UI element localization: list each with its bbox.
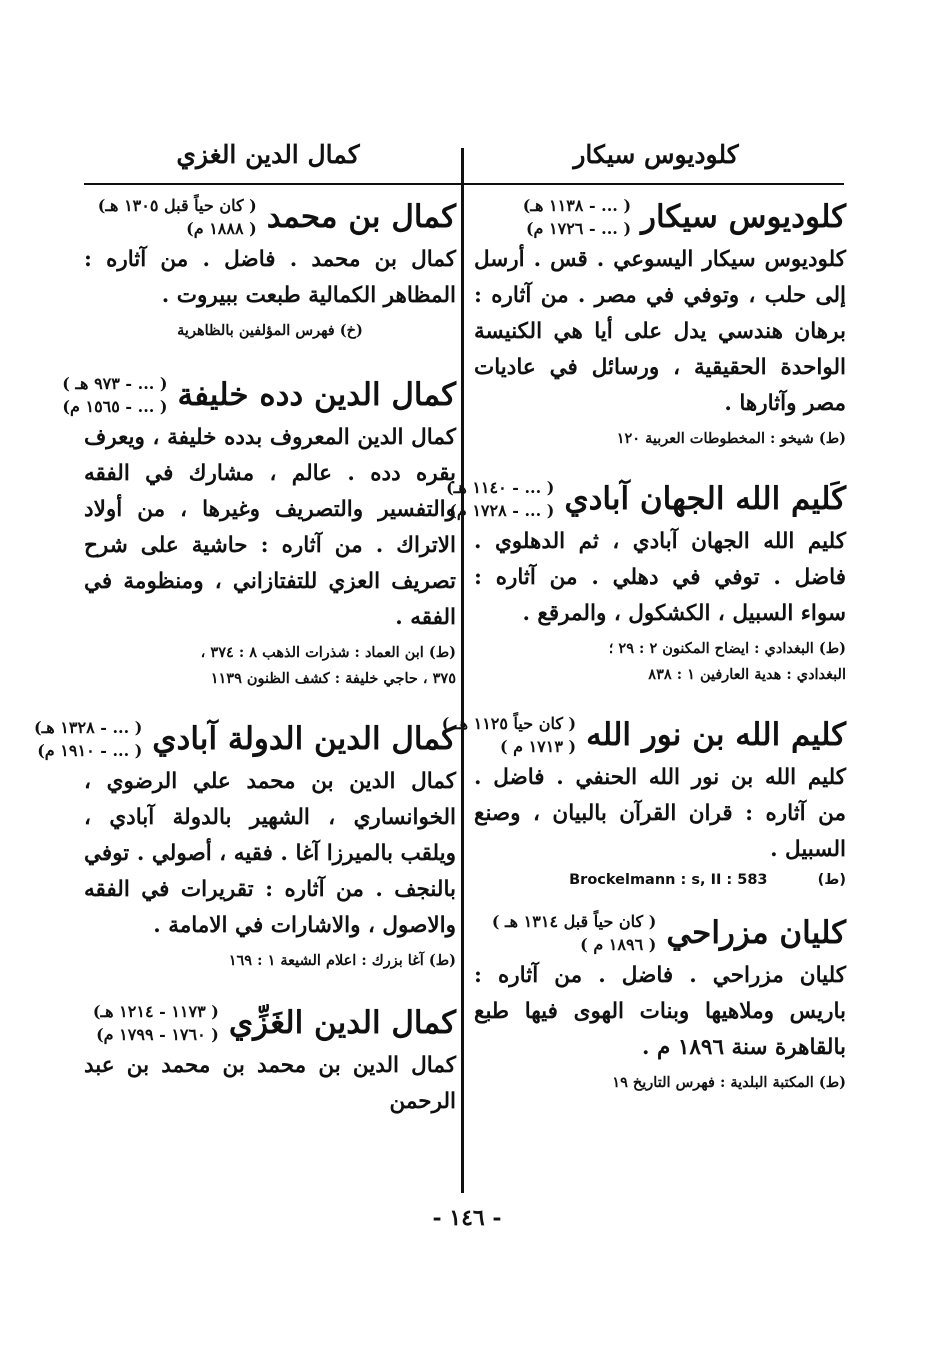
entry-reference: ٣٧٥ ، حاجي خليفة : كشف الظنون ١١٣٩ bbox=[210, 670, 456, 687]
entry-reference: (ط) ابن العماد : شذرات الذهب ٨ : ٣٧٤ ، bbox=[200, 644, 456, 661]
entry-dates bbox=[446, 476, 554, 522]
entry-body: كليم الله بن نور الله الحنفي . فاضل . من آثاره : قران القرآن بالبيان ، وصنع السبيل . bbox=[474, 765, 846, 862]
entry-reference: (ط) المكتبة البلدية : فهرس التاريخ ١٩ bbox=[612, 1074, 846, 1091]
date-hijri: ( ... - ٩٧٣ هـ ) bbox=[62, 374, 168, 393]
date-gregorian: ( ١٧١٣ م ) bbox=[499, 737, 577, 756]
entry-reference: البغدادي : هدية العارفين ١ : ٨٣٨ bbox=[648, 666, 846, 683]
date-hijri: ( كان حياً قبل ١٣١٤ هـ ) bbox=[491, 912, 657, 931]
entry-name: كلوديوس سيكار bbox=[641, 199, 846, 235]
entry-kalyan-mizrahi bbox=[474, 910, 846, 1096]
entry-header bbox=[474, 910, 846, 956]
entry-reference: (ط) البغدادي : ايضاح المكنون ٢ : ٢٩ ؛ bbox=[608, 640, 846, 657]
entry-dates bbox=[492, 910, 657, 956]
entry-kalimullah-jahanabadi bbox=[446, 476, 846, 688]
date-gregorian: ( ... - ١٧٢٦ م) bbox=[525, 219, 632, 238]
date-hijri: ( ... - ١١٣٨ هـ) bbox=[522, 196, 632, 215]
date-gregorian: ( ... - ١٧٢٨ م) bbox=[449, 501, 555, 520]
right-column-header: كلوديوس سيكار bbox=[573, 140, 739, 169]
date-gregorian: ( ١٧٦٠ - ١٧٩٩ م) bbox=[96, 1025, 219, 1044]
entry-name: كمال بن محمد bbox=[266, 199, 456, 235]
entry-name: كليم الله بن نور الله bbox=[586, 717, 846, 753]
entry-name: كَليم الله الجهان آبادي bbox=[564, 481, 846, 517]
entry-dates bbox=[98, 194, 257, 240]
left-column bbox=[34, 190, 456, 1120]
entry-name: كمال الدين الغَزِّي bbox=[228, 1005, 456, 1041]
entry-body: كمال بن محمد . فاضل . من آثاره : المظاهر الكمالية طبعت ببيروت . bbox=[84, 247, 456, 308]
entry-dates bbox=[523, 194, 631, 240]
entry-dates bbox=[62, 372, 167, 418]
entry-body: كمال الدين بن محمد علي الرضوي ، الخوانساري ، الشهير بالدولة آبادي ، ويلقب بالميرزا آغا . فقيه ، أصولي . توفي بالنجف . من آثاره : تقريرات في الفقه والاصول ، والاشارات في الامامة . bbox=[84, 769, 456, 938]
entry-kalimullah-ibn-nurullah bbox=[441, 712, 846, 888]
entry-reference: (ط) آغا بزرك : اعلام الشيعة ١ : ١٦٩ bbox=[228, 952, 456, 969]
header-rule bbox=[84, 183, 844, 185]
reference-source: Brockelmann : s, II : 583 bbox=[569, 872, 768, 888]
left-column-header: كمال الدين الغزي bbox=[176, 140, 360, 169]
column-divider bbox=[461, 148, 464, 1193]
date-hijri: ( ... - ١٣٢٨ هـ) bbox=[34, 718, 143, 737]
entry-reference: (ط) شيخو : المخطوطات العربية ١٢٠ bbox=[616, 430, 846, 447]
entry-header bbox=[34, 716, 456, 762]
entry-kamal-ibn-muhammad bbox=[84, 194, 456, 344]
entry-name: كليان مزراحي bbox=[666, 915, 846, 951]
entry-body: كمال الدين المعروف بدده خليفة ، ويعرف بقره دده . عالم ، مشارك في الفقه والتفسير والتصريف وغيرها ، من أولاد الاتراك . من آثاره : حاشية على شرح تصريف العزي للتفتازاني ، ومنظومة في الفقه . bbox=[84, 425, 456, 630]
entry-kamal-al-ghazzi bbox=[84, 1000, 456, 1120]
entry-body: كمال الدين بن محمد بن محمد بن عبد الرحمن bbox=[84, 1053, 456, 1114]
entry-reference: (خ) فهرس المؤلفين بالظاهرية bbox=[177, 322, 363, 339]
entry-header bbox=[84, 194, 456, 240]
entry-header bbox=[441, 712, 846, 758]
date-gregorian: ( ١٨٩٦ م ) bbox=[580, 935, 657, 954]
page-number: - ١٤٦ - bbox=[432, 1205, 502, 1231]
entry-name: كمال الدين الدولة آبادي bbox=[152, 721, 456, 757]
entry-name: كمال الدين دده خليفة bbox=[177, 377, 456, 413]
entry-reference-latin bbox=[474, 872, 846, 888]
date-hijri: ( ... - ١١٤٠ هـ) bbox=[446, 478, 555, 497]
date-hijri: ( ١١٧٣ - ١٢١٤ هـ) bbox=[92, 1002, 219, 1021]
entry-body: كليان مزراحي . فاضل . من آثاره : باريس وملاهيها وبنات الهوى فيها طبع بالقاهرة سنة ١٨٩٦ م . bbox=[474, 963, 846, 1060]
reference-mark: (ط) bbox=[817, 872, 846, 888]
entry-dates bbox=[442, 712, 576, 758]
entry-kamal-dawlatabadi bbox=[34, 716, 456, 974]
entry-dates bbox=[93, 1000, 219, 1046]
entry-header bbox=[446, 476, 846, 522]
date-hijri: ( كان حياً ١١٢٥ هـ ) bbox=[441, 714, 577, 733]
date-gregorian: ( ... - ١٩١٠ م) bbox=[37, 741, 143, 760]
entry-body: كلوديوس سيكار اليسوعي . قس . أرسل إلى حلب ، وتوفي في مصر . من آثاره : برهان هندسي يدل على أيا هي الكنيسة الواحدة الحقيقية ، ورسائل في عاديات مصر وآثارها . bbox=[474, 247, 846, 416]
entry-header bbox=[62, 372, 456, 418]
entry-dates bbox=[34, 716, 142, 762]
entry-kamal-dada-khalifa bbox=[62, 372, 456, 692]
entry-header bbox=[474, 194, 846, 240]
entry-claudius-sicard bbox=[474, 194, 846, 452]
date-gregorian: ( ١٨٨٨ م) bbox=[186, 219, 257, 238]
entry-header bbox=[84, 1000, 456, 1046]
entry-body: كليم الله الجهان آبادي ، ثم الدهلوي . فاضل . توفي في دهلي . من آثاره : سواء السبيل ، الكشكول ، والمرقع . bbox=[474, 529, 846, 626]
date-hijri: ( كان حياً قبل ١٣٠٥ هـ) bbox=[97, 196, 257, 215]
date-gregorian: ( ... - ١٥٦٥ م) bbox=[62, 397, 168, 416]
right-column bbox=[441, 190, 846, 1096]
